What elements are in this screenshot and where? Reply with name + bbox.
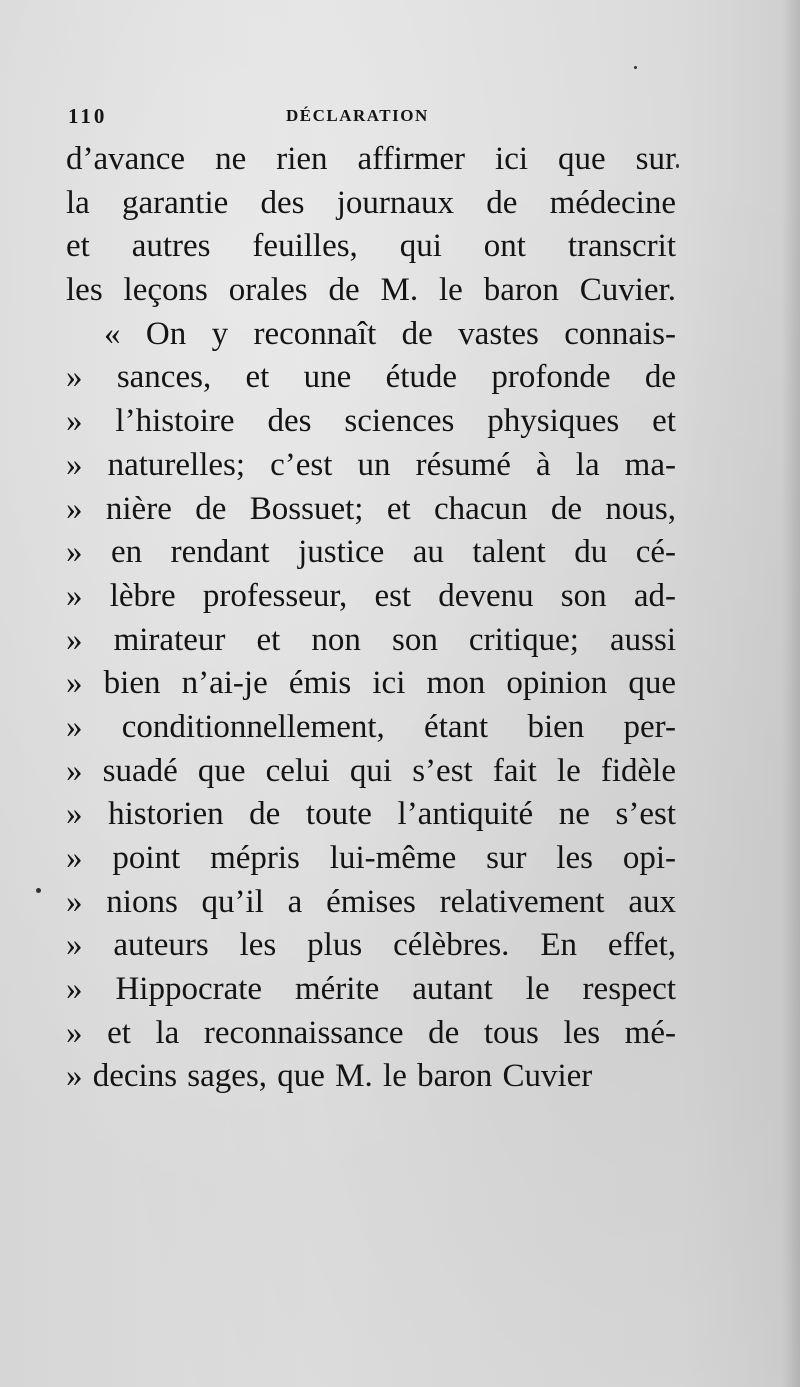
page-header [68, 104, 668, 128]
text-line: la garantie des journaux de médecine [66, 184, 676, 221]
paper-speck [634, 66, 637, 69]
text-line: » conditionnellement, étant bien per- [66, 708, 676, 745]
text-line: » suadé que celui qui s’est fait le fidèle [66, 752, 676, 789]
text-line: « On y reconnaît de vastes connais- [104, 315, 676, 352]
text-line: » bien n’ai-je émis ici mon opinion que [66, 665, 676, 702]
text-line: » mirateur et non son critique; aussi [66, 621, 676, 658]
paper-speck [36, 888, 41, 893]
text-line: les leçons orales de M. le baron Cuvier. [66, 272, 676, 309]
text-line: » naturelles; c’est un résumé à la ma- [66, 446, 676, 483]
text-line: d’avance ne rien affirmer ici que sur [66, 141, 676, 177]
text-line: » point mépris lui-même sur les opi- [66, 840, 676, 876]
text-line: » lèbre professeur, est devenu son ad- [66, 577, 676, 614]
text-line: » nière de Bossuet; et chacun de nous, [66, 490, 676, 527]
body-text [66, 138, 676, 1099]
text-line: » nions qu’il a émises relativement aux [66, 883, 676, 920]
text-line: » decins sages, que M. le baron Cuvier [66, 1058, 593, 1095]
paper-speck [676, 164, 679, 168]
text-line: » sances, et une étude profonde de [66, 359, 676, 396]
page-edge-shadow [782, 0, 800, 1387]
text-line: » Hippocrate mérite autant le respect [66, 971, 676, 1008]
text-line: et autres feuilles, qui ont transcrit [66, 228, 676, 265]
text-line: » et la reconnaissance de tous les mé- [66, 1014, 676, 1051]
text-line: » historien de toute l’antiquité ne s’est [66, 796, 676, 833]
page-number: 110 [68, 104, 108, 128]
text-line: » auteurs les plus célèbres. En effet, [66, 927, 676, 964]
text-line: » en rendant justice au talent du cé- [66, 534, 676, 571]
text-line: » l’histoire des sciences physiques et [66, 403, 676, 440]
running-title: DÉCLARATION [286, 106, 429, 125]
